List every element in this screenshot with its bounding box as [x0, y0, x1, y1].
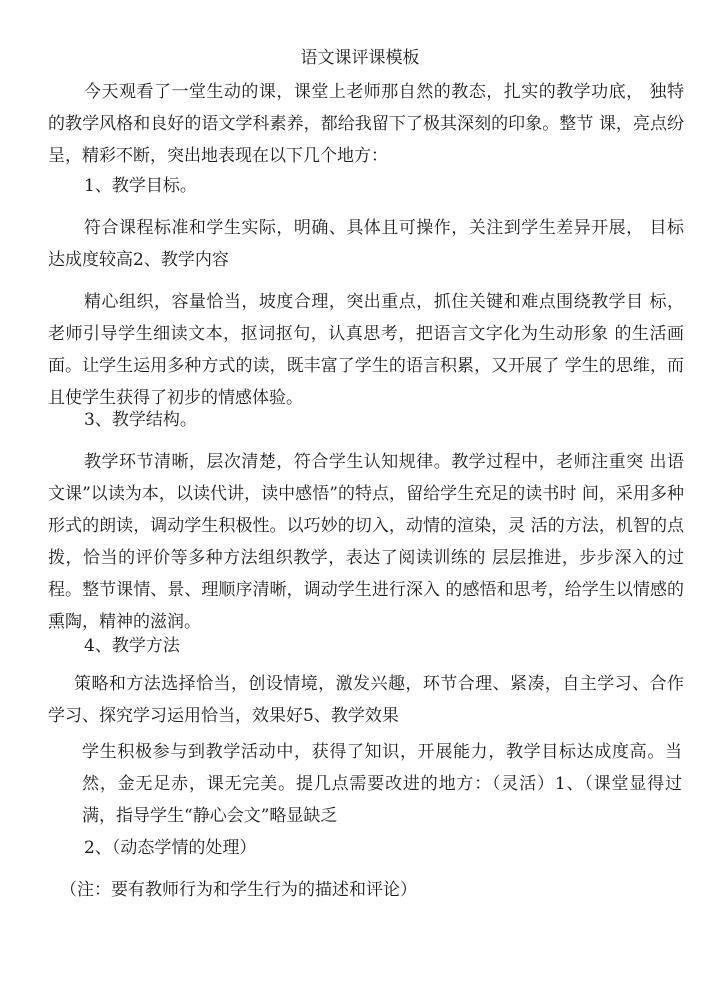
note-paragraph: （注：要有教师行为和学生行为的描述和评论） — [60, 880, 417, 900]
teaching-method-paragraph: 策略和方法选择恰当，创设情境，激发兴趣，环节合理、紧凑，自主学习、合作学习、探究学习运用恰当，效果好5、教学效果 — [48, 674, 684, 726]
teaching-goals-paragraph: 符合课程标准和学生实际，明确、具体且可操作，关注到学生差异开展， 目标达成度较高2、教学内容 — [48, 218, 684, 270]
section-heading-teaching-goals: 1、教学目标。 — [84, 176, 197, 196]
teaching-content-paragraph: 精心组织，容量恰当，坡度合理，突出重点，抓住关键和难点围绕教学目 标，老师引导学生细读文本，抠词抠句，认真思考，把语言文字化为生动形象 的生活画面。让学生运用多种方式的读，既丰富了学生的语言积累，又开展了 学生的思维，而且使学生获得了初步的情感体验。 — [48, 292, 684, 408]
section-heading-teaching-structure: 3、教学结构。 — [84, 410, 197, 430]
teaching-effect-paragraph: 学生积极参与到教学活动中，获得了知识，开展能力，教学目标达成度高。当然，金无足赤，课无完美。提几点需要改进的地方：（灵活）1、（课堂显得过满，指导学生“静心会文”略显缺乏 — [82, 742, 682, 826]
document-title: 语文课评课模板 — [300, 48, 420, 68]
intro-paragraph: 今天观看了一堂生动的课，课堂上老师那自然的教态，扎实的教学功底， 独特的教学风格和良好的语文学科素养，都给我留下了极其深刻的印象。整节 课，亮点纷呈，精彩不断，突出地表现在以下几个地方： — [48, 82, 684, 166]
section-heading-teaching-method: 4、教学方法 — [84, 636, 180, 656]
teaching-structure-paragraph: 教学环节清晰，层次清楚，符合学生认知规律。教学过程中，老师注重突 出语文课”以读为本，以读代讲，读中感悟”的特点，留给学生充足的读书时 间，采用多种形式的朗读，调动学生积极性。以巧妙的切入，动情的渲染，灵 活的方法，机智的点拨，恰当的评价等多种方法组织教学，表达了阅读训练的 层层推进，步步深入的过程。整节课情、景、理顺序清晰，调动学生进行深入 的感悟和思考，给学生以情感的熏陶，精神的滋润。 — [48, 452, 684, 632]
improvement-point-2: 2、（动态学情的处理） — [84, 838, 257, 858]
